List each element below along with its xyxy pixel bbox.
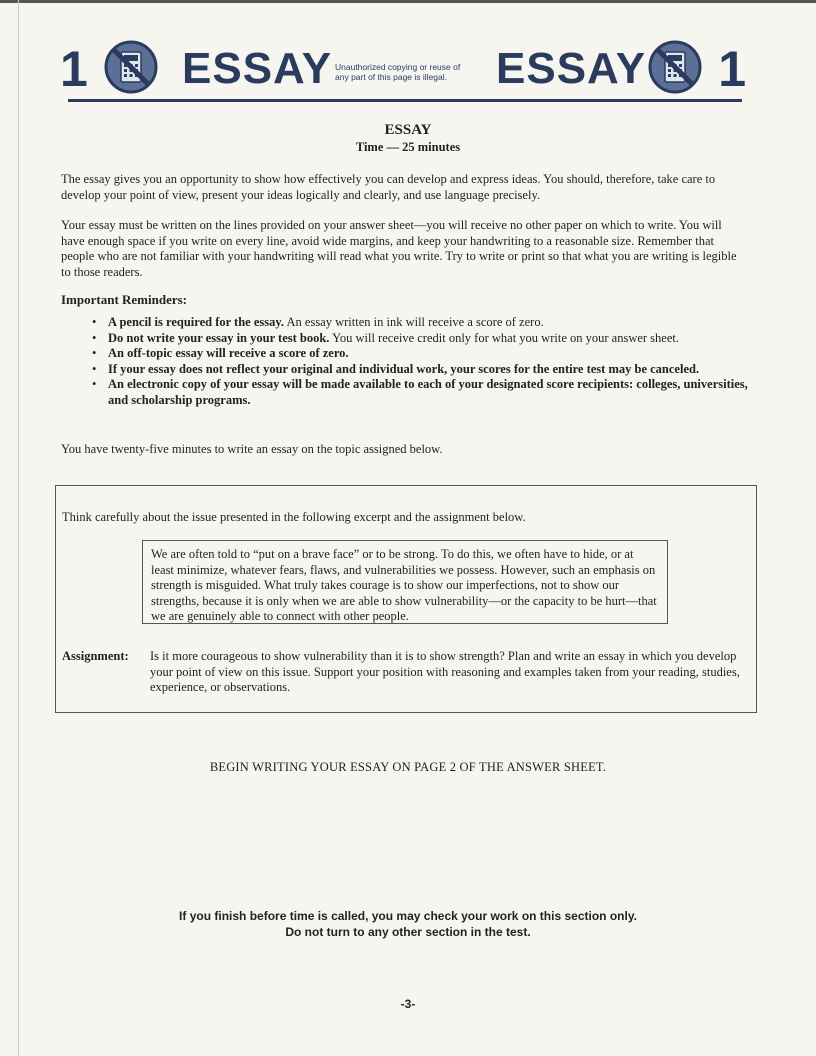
reminder-item — [92, 331, 752, 347]
reminder-bold: An electronic copy of your essay will be made available to each of your designated score recipients: colleges, universities, and scholarship programs. — [108, 377, 748, 407]
assignment-text: Is it more courageous to show vulnerability than it is to show strength? Plan and write an essay in which you develop your point of view on this issue. Support your position with reasoning and examples taken from your reading, studies, experience, or observations. — [150, 649, 740, 694]
section-title: ESSAY — [384, 122, 432, 138]
assignment-label: Assignment: — [62, 649, 129, 663]
finish-line-2: Do not turn to any other section in the test. — [285, 925, 531, 939]
reminder-rest: You will receive credit only for what you write on your answer sheet. — [329, 330, 679, 345]
header-rule — [68, 99, 742, 102]
reminder-item — [92, 377, 752, 408]
reminder-item — [92, 346, 752, 362]
time-note: You have twenty-five minutes to write an essay on the topic assigned below. — [61, 442, 443, 456]
reminder-item — [92, 362, 752, 378]
reminders-heading: Important Reminders: — [61, 292, 188, 307]
no-calculator-icon — [104, 40, 158, 94]
section-time: Time — 25 minutes — [355, 140, 461, 154]
page-top-edge — [0, 0, 816, 3]
reminder-bold: A pencil is required for the essay. — [108, 315, 285, 329]
copy-notice-line2: any part of this page is illegal. — [335, 72, 447, 82]
reminder-rest: An essay written in ink will receive a score of zero. — [284, 315, 544, 329]
finish-line-1: If you finish before time is called, you may check your work on this section only. — [179, 909, 637, 923]
header-title-left: ESSAY — [182, 44, 333, 93]
page-left-edge — [18, 0, 19, 1056]
finish-notice — [0, 908, 816, 940]
reminders-list — [92, 315, 752, 408]
intro-paragraph-2: Your essay must be written on the lines provided on your answer sheet—you will receive no other paper on which to write. You will have enough space if you write on every line, avoid wide margins, and keep your handwriting to a reasonable size. Remember that people who are not familiar with your handwriting will read what you write. Try to write or print so that what you are writing is legible to those readers. — [61, 218, 737, 279]
page-number: -3- — [400, 997, 416, 1011]
no-calculator-icon — [648, 40, 702, 94]
page-header — [60, 36, 746, 102]
reminder-bold: An off-topic essay will receive a score of zero. — [108, 346, 349, 360]
section-number-right: 1 — [718, 41, 746, 97]
prompt-excerpt: We are often told to “put on a brave face” or to be strong. To do this, we often have to hide, or at least minimize, whatever fears, flaws, and vulnerabilities we possess. However, such an emphasis on strength is misguided. What truly takes courage is to show our imperfections, not to show our strengths, because it is only when we are able to show vulnerability—or the capacity to be hurt—that we are genuinely able to connect with other people. — [142, 540, 668, 624]
copy-notice-line1: Unauthorized copying or reuse of — [335, 62, 461, 72]
reminder-bold: Do not write your essay in your test book. — [108, 330, 330, 345]
prompt-instruction: Think carefully about the issue presented in the following excerpt and the assignment below. — [62, 510, 526, 524]
reminder-bold: If your essay does not reflect your original and individual work, your scores for the entire test may be canceled. — [108, 361, 700, 376]
copy-notice — [335, 62, 485, 82]
reminder-item — [92, 315, 752, 331]
header-title-right: ESSAY — [496, 44, 647, 93]
intro-paragraph-1: The essay gives you an opportunity to show how effectively you can develop and express ideas. You should, therefore, take care to develop your point of view, present your ideas logically and clearly, and use language precisely. — [61, 172, 716, 202]
section-number-left: 1 — [60, 41, 88, 97]
begin-instruction: BEGIN WRITING YOUR ESSAY ON PAGE 2 OF THE ANSWER SHEET. — [209, 760, 607, 774]
